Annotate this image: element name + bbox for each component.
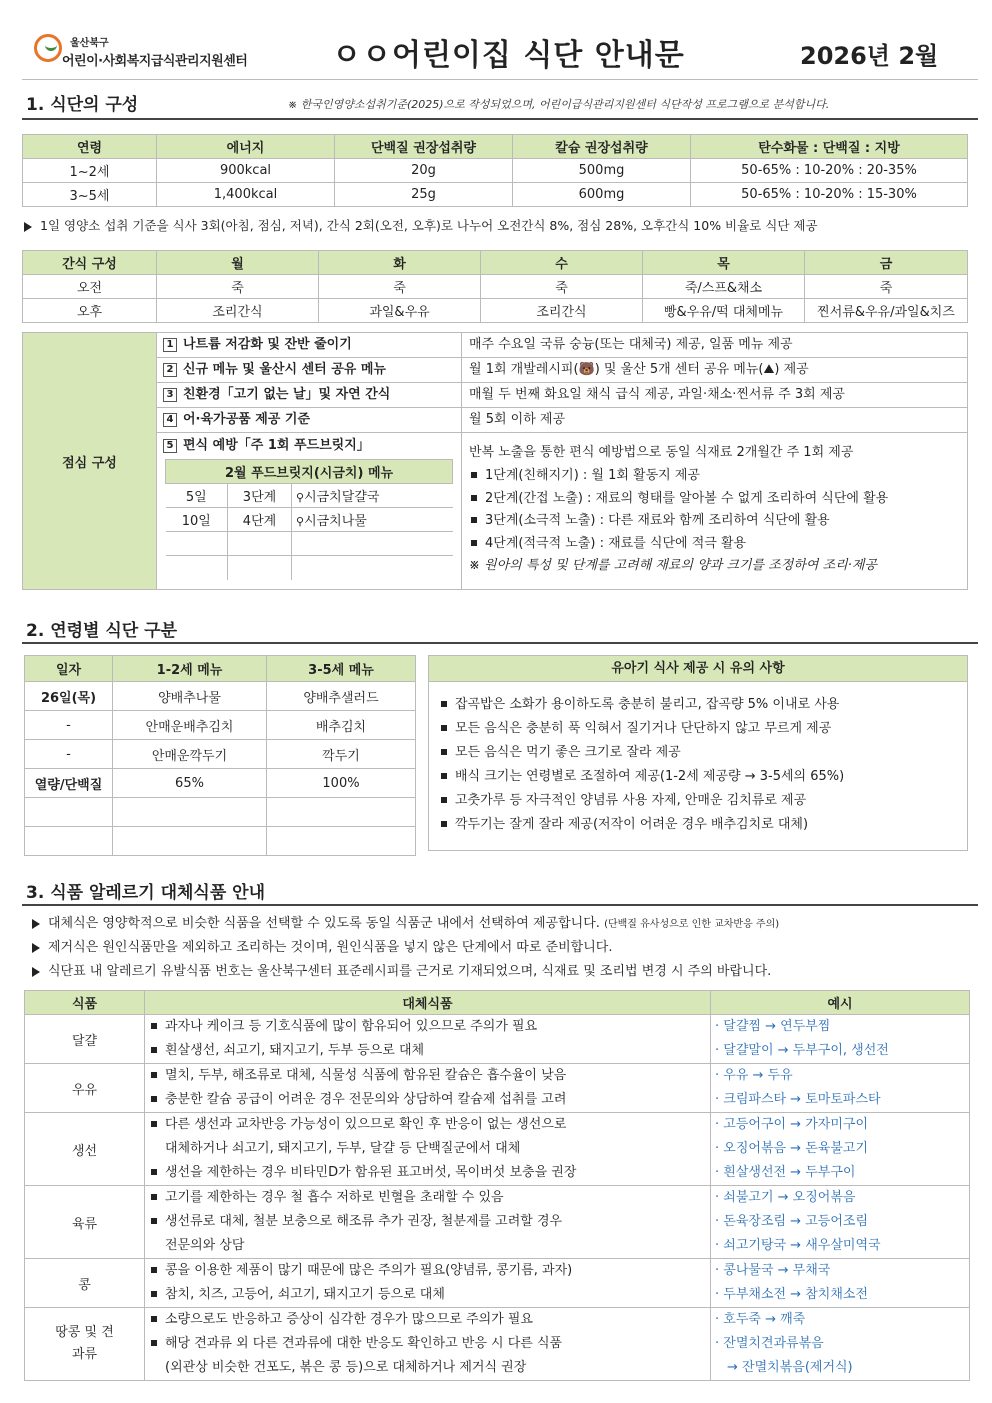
allergy-row: [25, 1186, 970, 1259]
allergy-food: 생선: [25, 1113, 145, 1186]
allergy-examples: · 콩나물국 → 무채국 · 두부채소전 → 참치채소전: [711, 1259, 970, 1308]
nutrition-cell: 20g: [335, 159, 513, 183]
logo-subtitle: 울산북구: [70, 38, 109, 49]
allergy-note: 대체식은 영양학적으로 비슷한 식품을 선택할 수 있도록 동일 식품군 내에서 선택하여 제공합니다. (단백질 유사성으로 인한 교차반응 주의): [32, 912, 779, 937]
snack-cell: 죽: [157, 275, 319, 299]
section1-title: 1. 식단의 구성: [26, 95, 139, 115]
nutrition-header: 탄수화물 : 단백질 : 지방: [691, 135, 968, 159]
nutrition-cell: 1,400kcal: [157, 183, 335, 207]
age-menu-cell: 26일(목): [25, 682, 113, 711]
snack-header: 목: [643, 251, 805, 275]
caution-item: 잡곡밥은 소화가 용이하도록 충분히 불리고, 잡곡량 5% 이내로 사용: [439, 693, 839, 717]
age-menu-row: [25, 711, 416, 740]
page-date: 2026년 2월: [800, 42, 939, 70]
lunch-item-title: 3 친환경「고기 없는 날」및 자연 간식: [163, 383, 390, 407]
caution-item: 고춧가루 등 자극적인 양념류 사용 자제, 안매운 김치류로 제공: [439, 789, 806, 813]
nutrition-cell: 50-65% : 10-20% : 20-35%: [691, 159, 968, 183]
foodbridge-step: 3단계(소극적 노출) : 다른 재료와 함께 조리하여 식단에 활용: [469, 509, 830, 533]
snack-cell: 과일&우유: [319, 299, 481, 323]
age-menu-row: [25, 769, 416, 798]
caution-item: 모든 음식은 먹기 좋은 크기로 잘라 제공: [439, 741, 681, 765]
allergy-examples: · 쇠불고기 → 오징어볶음 · 돈육장조림 → 고등어조림 · 쇠고기탕국 → 새우살미역국: [711, 1186, 970, 1259]
section3-title: 3. 식품 알레르기 대체식품 안내: [26, 883, 266, 903]
lunch-item-desc: 매주 수요일 국류 숭늉(또는 대체국) 제공, 일품 메뉴 제공: [469, 337, 793, 352]
lunch-item-desc: 월 5회 이하 제공: [469, 412, 566, 427]
foodbridge-cell: 10일: [166, 508, 228, 532]
foodbridge-cell: [292, 532, 453, 556]
snack-cell: 죽: [319, 275, 481, 299]
age-menu-cell: 양배추샐러드: [267, 682, 416, 711]
foodbridge-cell: [166, 532, 228, 556]
age-menu-table: [24, 655, 416, 856]
foodbridge-row: [166, 556, 453, 580]
fork-spoon-icon: ⚲: [296, 515, 305, 528]
snack-cell: 죽: [805, 275, 968, 299]
foodbridge-desc: 반복 노출을 통한 편식 예방법으로 동일 식재료 2개월간 주 1회 제공: [469, 445, 854, 460]
daily-ratio-note: 1일 영양소 섭취 기준을 식사 3회(아침, 점심, 저녁), 간식 2회(오전, 오후)로 나누어 오전간식 8%, 점심 28%, 오후간식 10% 비율로 식단 제공: [24, 214, 818, 238]
age-menu-header: 3-5세 메뉴: [267, 656, 416, 682]
lunch-composition: [22, 332, 968, 590]
foodbridge-cell: [166, 556, 228, 580]
snack-row: [23, 275, 968, 299]
nutrition-header: 칼슘 권장섭취량: [513, 135, 691, 159]
allergy-row: [25, 1064, 970, 1113]
age-menu-header: 1-2세 메뉴: [113, 656, 267, 682]
nutrition-row: [23, 159, 968, 183]
allergy-subs: 멸치, 두부, 해조류로 대체, 식물성 식품에 함유된 칼슘은 흡수율이 낮음 충분한 칼슘 공급이 어려운 경우 전문의와 상담하여 칼슘제 섭취를 고려: [145, 1064, 711, 1113]
nutrition-cell: 25g: [335, 183, 513, 207]
age-menu-cell: 배추김치: [267, 711, 416, 740]
allergy-subs: 소량으로도 반응하고 증상이 심각한 경우가 많으므로 주의가 필요 해당 견과류 외 다른 견과류에 대한 반응도 확인하고 반응 시 다른 식품 (외관상 비슷한 건포도, 볶은 콩 등)으로 대체하거나 제거식 권장: [145, 1308, 711, 1381]
nutrition-cell: 600mg: [513, 183, 691, 207]
age-menu-row: [25, 827, 416, 856]
allergy-food: 콩: [25, 1259, 145, 1308]
nutrition-header: 연령: [23, 135, 157, 159]
allergy-subs: 콩을 이용한 제품이 많기 때문에 많은 주의가 필요(양념류, 콩기름, 과자) 참치, 치즈, 고등어, 쇠고기, 돼지고기 등으로 대체: [145, 1259, 711, 1308]
foodbridge-cell: ⚲시금치나물: [292, 508, 453, 532]
nutrition-row: [23, 183, 968, 207]
fork-spoon-icon: ⚲: [296, 491, 305, 504]
age-menu-cell: 안매운배추김치: [113, 711, 267, 740]
age-menu-cell: [113, 798, 267, 827]
section2-title: 2. 연령별 식단 구분: [26, 621, 177, 641]
page-title: ㅇㅇ어린이집 식단 안내문: [332, 38, 685, 73]
lunch-item-title: 2 신규 메뉴 및 울산시 센터 공유 메뉴: [163, 358, 386, 382]
lunch-item-desc: 월 1회 개발레시피(🐻) 및 울산 5개 센터 공유 메뉴(⛰) 제공: [469, 362, 809, 377]
allergy-row: [25, 1015, 970, 1064]
caution-item: 배식 크기는 연령별로 조절하여 제공(1-2세 제공량 → 3-5세의 65%): [439, 765, 844, 789]
age-menu-cell: -: [25, 740, 113, 769]
nutrition-header-row: [23, 135, 968, 159]
foodbridge-note: ※ 원아의 특성 및 단계를 고려해 재료의 양과 크기를 조정하여 조리·제공: [469, 558, 877, 573]
foodbridge-cell: 5일: [166, 484, 228, 508]
age-menu-cell: [267, 827, 416, 856]
allergy-header: 대체식품: [145, 991, 711, 1015]
allergy-examples: · 우유 → 두유 · 크림파스타 → 토마토파스타: [711, 1064, 970, 1113]
caution-item: 깍두기는 잘게 잘라 제공(저작이 어려운 경우 배추김치로 대체): [439, 813, 808, 837]
snack-cell: 죽: [481, 275, 643, 299]
snack-cell: 오후: [23, 299, 157, 323]
snack-header: 월: [157, 251, 319, 275]
nutrition-table: [22, 134, 968, 207]
lunch-item-title: 1 나트륨 저감화 및 잔반 줄이기: [163, 333, 352, 357]
section1-note: ※ 한국인영양소섭취기준(2025)으로 작성되었으며, 어린이급식관리지원센터 식단작성 프로그램으로 분석합니다.: [288, 98, 830, 111]
nutrition-cell: 500mg: [513, 159, 691, 183]
age-menu-cell: 양배추나물: [113, 682, 267, 711]
lunch-label: 점심 구성: [23, 333, 157, 589]
age-menu-row: [25, 682, 416, 711]
lunch-divider: [461, 333, 462, 589]
foodbridge-cell: [228, 532, 292, 556]
age-menu-cell: 안매운깍두기: [113, 740, 267, 769]
snack-cell: 찐서류&우유/과일&치즈: [805, 299, 968, 323]
lunch-item-title: 4 어·육가공품 제공 기준: [163, 408, 310, 432]
foodbridge-cell: 3단계: [228, 484, 292, 508]
logo-icon: [34, 34, 62, 62]
allergy-food: 육류: [25, 1186, 145, 1259]
age-menu-row: [25, 740, 416, 769]
section2-divider: [22, 642, 978, 644]
snack-cell: 죽/스프&채소: [643, 275, 805, 299]
allergy-row: [25, 1113, 970, 1186]
allergy-examples: · 호두죽 → 깨죽 · 잔멸치견과류볶음 → 잔멸치볶음(제거식): [711, 1308, 970, 1381]
allergy-examples: · 달걀찜 → 연두부찜 · 달걀말이 → 두부구이, 생선전: [711, 1015, 970, 1064]
snack-cell: 빵&우유/떡 대체메뉴: [643, 299, 805, 323]
allergy-subs: 과자나 케이크 등 기호식품에 많이 함유되어 있으므로 주의가 필요 흰살생선, 쇠고기, 돼지고기, 두부 등으로 대체: [145, 1015, 711, 1064]
age-menu-cell: 100%: [267, 769, 416, 798]
foodbridge-cell: ⚲시금치달걀국: [292, 484, 453, 508]
foodbridge-table: [165, 459, 453, 580]
snack-header: 수: [481, 251, 643, 275]
foodbridge-title: 2월 푸드브릿지(시금치) 메뉴: [166, 460, 453, 484]
allergy-table: [24, 990, 970, 1381]
age-menu-cell: [25, 798, 113, 827]
foodbridge-step: 2단계(간접 노출) : 재료의 형태를 알아볼 수 없게 조리하여 식단에 활용: [469, 487, 888, 511]
foodbridge-step: 1단계(친해지기) : 월 1회 활동지 제공: [469, 464, 700, 488]
age-menu-cell: 65%: [113, 769, 267, 798]
page-header: [22, 14, 978, 80]
foodbridge-row: [166, 508, 453, 532]
snack-header-row: [23, 251, 968, 275]
allergy-note: 제거식은 원인식품만을 제외하고 조리하는 것이며, 원인식품을 넣지 않은 단계에서 따로 준비합니다.: [32, 936, 612, 960]
allergy-food: 달걀: [25, 1015, 145, 1064]
allergy-food: 땅콩 및 견과류: [25, 1308, 145, 1381]
allergy-subs: 고기를 제한하는 경우 철 흡수 저하로 빈혈을 초래할 수 있음 생선류로 대체, 철분 보충으로 해조류 추가 권장, 철분제를 고려할 경우 전문의와 상담: [145, 1186, 711, 1259]
age-menu-cell: [113, 827, 267, 856]
allergy-header: 예시: [711, 991, 970, 1015]
lunch-item-desc: 매월 두 번째 화요일 채식 급식 제공, 과일·채소·찐서류 주 3회 제공: [469, 387, 845, 402]
foodbridge-step: 4단계(적극적 노출) : 재료를 식단에 적극 활용: [469, 532, 746, 556]
snack-table: [22, 250, 968, 323]
snack-header: 금: [805, 251, 968, 275]
age-menu-cell: [25, 827, 113, 856]
caution-box: [428, 655, 968, 851]
age-menu-cell: -: [25, 711, 113, 740]
age-menu-cell: [267, 798, 416, 827]
nutrition-header: 단백질 권장섭취량: [335, 135, 513, 159]
snack-cell: 조리간식: [157, 299, 319, 323]
lunch-item-title: 5 편식 예방「주 1회 푸드브릿지」: [163, 434, 370, 458]
nutrition-header: 에너지: [157, 135, 335, 159]
foodbridge-cell: [228, 556, 292, 580]
allergy-header: 식품: [25, 991, 145, 1015]
nutrition-cell: 3~5세: [23, 183, 157, 207]
logo-title: 어린이·사회복지급식관리지원센터: [62, 54, 248, 69]
age-menu-cell: 열량/단백질: [25, 769, 113, 798]
age-menu-row: [25, 798, 416, 827]
allergy-note: 식단표 내 알레르기 유발식품 번호는 울산북구센터 표준레시피를 근거로 기재되었으며, 식재료 및 조리법 변경 시 주의 바랍니다.: [32, 960, 771, 984]
allergy-food: 우유: [25, 1064, 145, 1113]
foodbridge-row: [166, 532, 453, 556]
snack-header: 간식 구성: [23, 251, 157, 275]
allergy-examples: · 고등어구이 → 가자미구이 · 오징어볶음 → 돈육불고기 · 흰살생선전 → 두부구이: [711, 1113, 970, 1186]
age-menu-cell: 깍두기: [267, 740, 416, 769]
snack-header: 화: [319, 251, 481, 275]
age-menu-header: 일자: [25, 656, 113, 682]
foodbridge-cell: 4단계: [228, 508, 292, 532]
snack-cell: 오전: [23, 275, 157, 299]
nutrition-cell: 900kcal: [157, 159, 335, 183]
snack-row: [23, 299, 968, 323]
allergy-row: [25, 1308, 970, 1381]
arrow-icon: [24, 222, 32, 232]
foodbridge-row: [166, 484, 453, 508]
allergy-row: [25, 1259, 970, 1308]
snack-cell: 조리간식: [481, 299, 643, 323]
nutrition-cell: 1~2세: [23, 159, 157, 183]
section3-divider: [22, 904, 978, 906]
caution-item: 모든 음식은 충분히 푹 익혀서 질기거나 단단하지 않고 무르게 제공: [439, 717, 831, 741]
foodbridge-cell: [292, 556, 453, 580]
nutrition-cell: 50-65% : 10-20% : 15-30%: [691, 183, 968, 207]
allergy-subs: 다른 생선과 교차반응 가능성이 있으므로 확인 후 반응이 없는 생선으로 대체하거나 쇠고기, 돼지고기, 두부, 달걀 등 단백질군에서 대체 생선을 제한하는 경우 비타민D가 함유된 표고버섯, 목이버섯 보충을 권장: [145, 1113, 711, 1186]
section1-divider: [22, 118, 978, 120]
caution-title: 유아기 식사 제공 시 유의 사항: [429, 656, 967, 682]
